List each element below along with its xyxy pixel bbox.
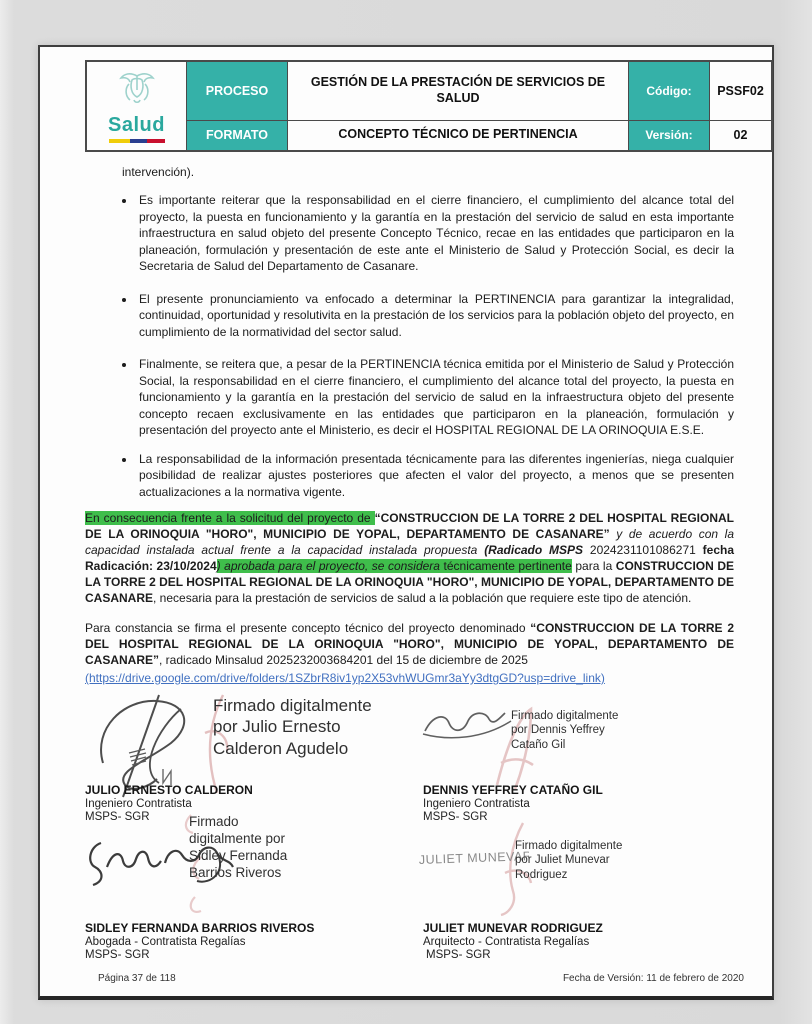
signer-info <box>423 921 603 961</box>
bullet-text: Finalmente, se reitera que, a pesar de la PERTINENCIA técnica emitida por el Ministerio de Salud y Protección Social, la responsabilidad en el cierre financiero, el cumplimiento del alcance total del proyecto, la puesta en funcionamiento y la garantía en la prestación del servicio de salud en la infraestructura objeto del presente concepto recaen exclusivamente en las entidades que participaron en la planeación, formulación y presentación del proyecto ante el Ministerio, es decir el HOSPITAL REGIONAL DE LA ORINOQUIA E.S.E. <box>139 357 734 437</box>
header-codigo-label: Código: <box>629 61 710 120</box>
signer-name: DENNIS YEFFREY CATAÑO GIL <box>423 783 603 797</box>
digital-stamp-text: Firmado digitalmente por Dennis Yeffrey Cataño Gil <box>511 710 619 751</box>
header-proceso-label: PROCESO <box>187 61 288 120</box>
header-table <box>85 60 773 152</box>
colombia-flag-icon <box>109 139 165 143</box>
bullet-item <box>122 451 734 501</box>
signature-scribble <box>421 707 513 746</box>
signature-scribble <box>417 847 529 878</box>
bullet-item <box>122 291 734 341</box>
header-version-label: Versión: <box>629 120 710 151</box>
header-version-value: 02 <box>710 120 773 151</box>
signature-block-julio <box>85 695 415 823</box>
logo-cell <box>86 61 187 151</box>
bullet-text: La responsabilidad de la información presentada técnicamente para las diferentes ingenierías, niega cualquier posibilidad de realizar ajustes posteriores que afecten el valor del proyecto, a menos que se presenten actualizaciones a la normativa vigente. <box>139 451 734 499</box>
signer-role: Ingeniero Contratista <box>423 798 530 810</box>
header-codigo-value: PSSF02 <box>710 61 773 120</box>
bullet-marker <box>122 298 126 302</box>
signer-org: MSPS- SGR <box>85 811 150 823</box>
bullet-item <box>122 356 734 439</box>
signer-role: Arquitecto - Contratista Regalías <box>423 936 590 948</box>
signatures-section <box>85 695 734 971</box>
signer-role: Ingeniero Contratista <box>85 798 192 810</box>
version-date: Fecha de Versión: 11 de febrero de 2020 <box>562 973 744 984</box>
header-formato-label: FORMATO <box>187 120 288 151</box>
bullet-item <box>122 192 734 275</box>
bullet-text: El presente pronunciamiento va enfocado a determinar la PERTINENCIA para garantizar la integralidad, continuidad, oportunidad y resolutivita en la prestación de los servicios para la población objeto del proyecto, en cumplimiento de la normatividad del sector salud. <box>139 291 734 339</box>
bullet-marker <box>122 458 126 462</box>
signature-block-sidley <box>85 813 415 971</box>
condor-emblem-icon <box>116 70 158 113</box>
signer-role: Abogada - Contratista Regalías <box>85 936 246 948</box>
logo-brand: Salud <box>108 113 165 136</box>
bullet-marker <box>122 199 126 203</box>
drive-link-line <box>85 670 734 687</box>
signer-org: MSPS- SGR <box>423 811 488 823</box>
page-number: Página 37 de 118 <box>98 973 176 984</box>
digital-stamp-text: Firmado digitalmente por Juliet Munevar Rodriguez <box>515 840 623 881</box>
document-body <box>40 164 772 971</box>
signer-name: JULIO ERNESTO CALDERON <box>85 783 253 797</box>
signer-info <box>85 921 314 961</box>
constancia-paragraph: Para constancia se firma el presente concepto técnico del proyecto denominado “CONSTRUCCION DE LA TORRE 2 DEL HOSPITAL REGIONAL DE LA ORINOQUIA "HORO", MUNICIPIO DE YOPAL, DEPARTAMENTO DE CASANARE”, radicado Minsalud 2025232003684201 del 15 de diciembre de 2025 <box>85 621 734 667</box>
drive-link[interactable]: (https://drive.google.com/drive/folders/1SZbrR8iv1yp2X53vhWUGmr3aYy3dtgGD?usp=drive_link) <box>85 671 605 685</box>
digital-stamp-text: Firmado digitalmente por Sidley Fernanda Barrios Riveros <box>189 814 288 880</box>
digital-stamp-text: Firmado digitalmente por Julio Ernesto Calderon Agudelo <box>213 696 372 758</box>
signer-name: SIDLEY FERNANDA BARRIOS RIVEROS <box>85 921 315 935</box>
signer-name: JULIET MUNEVAR RODRIGUEZ <box>423 921 603 935</box>
document-page <box>38 45 774 1000</box>
bullet-marker <box>122 363 126 367</box>
header-proceso-title: GESTIÓN DE LA PRESTACIÓN DE SERVICIOS DE SALUD <box>288 61 629 120</box>
signer-org: MSPS- SGR <box>85 949 150 961</box>
intro-text: intervención). <box>122 165 195 179</box>
conclusion-paragraph: En consecuencia frente a la solicitud del proyecto de “CONSTRUCCION DE LA TORRE 2 DEL HOSPITAL REGIONAL DE LA ORINOQUIA "HORO", MUNICIPIO DE YOPAL, DEPARTAMENTO DE CASANARE” y de acuerdo con la capacidad instalada actual frente a la capacidad instalada propuesta (Radicado MSPS 2024231101086271 fecha Radicación: 23/10/2024) aprobada para el proyecto, se considera técnicamente pertinente para la CONSTRUCCION DE LA TORRE 2 DEL HOSPITAL REGIONAL DE LA ORINOQUIA "HORO", MUNICIPIO DE YOPAL, DEPARTAMENTO DE CASANARE, necesaria para la prestación de servicios de salud a la población que requiere este tipo de atención. <box>85 511 735 605</box>
signature-block-juliet <box>415 813 734 971</box>
bullet-text: Es importante reiterar que la responsabilidad en el cierre financiero, el cumplimiento del alcance total del proyecto, la puesta en funcionamiento y la garantía en la prestación del servicio de salud en esta importante infraestructura en salud objeto del presente Concepto Técnico, recae en las entidades que participaron en la planeación, formulación y presentación de este ante el Ministerio de Salud y Protección Social, es decir la Secretaria de Salud del Departamento de Casanare. <box>139 193 734 273</box>
signature-block-dennis <box>415 695 734 823</box>
handwritten-name: JULIET MUNEVAR <box>418 849 529 867</box>
signer-org: MSPS- SGR <box>426 949 491 961</box>
page-footer <box>40 973 772 984</box>
header-formato-title: CONCEPTO TÉCNICO DE PERTINENCIA <box>288 120 629 151</box>
